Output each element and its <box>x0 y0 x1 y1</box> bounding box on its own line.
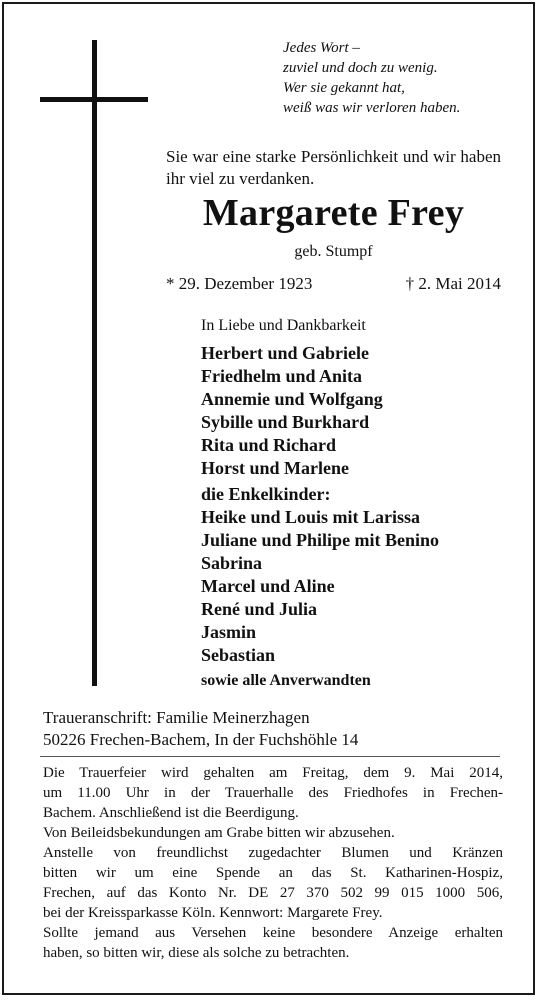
funeral-info <box>43 763 503 963</box>
grandchild-name: René und Julia <box>201 599 318 619</box>
poem-line: weiß was wir verloren haben. <box>283 100 461 116</box>
info-line: bitten wir um eine Spende an das St. Katharinen-Hospiz, <box>43 865 503 881</box>
mourners-closing: sowie alle Anverwandten <box>201 672 371 689</box>
mourners-list <box>201 316 521 691</box>
birth-name: geb. Stumpf <box>294 243 373 260</box>
poem-line: zuviel und doch zu wenig. <box>283 60 438 76</box>
info-line: Anstelle von freundlichst zugedachter Blumen und Kränzen <box>43 845 503 861</box>
mourner-name: Sybille und Burkhard <box>201 412 370 432</box>
info-line: haben, so bitten wir, diese als solche zu betrachten. <box>43 945 350 961</box>
info-line: Sollte jemand aus Versehen keine besondere Anzeige erhalten <box>43 925 503 941</box>
mourning-address <box>43 707 358 751</box>
mourner-name: Rita und Richard <box>201 435 337 455</box>
cross-horizontal-bar <box>40 97 148 102</box>
grandchildren-label: die Enkelkinder: <box>201 484 331 504</box>
mourner-name: Herbert und Gabriele <box>201 343 369 363</box>
birth-date: * 29. Dezember 1923 <box>166 274 313 293</box>
address-line: 50226 Frechen-Bachem, In der Fuchshöhle 14 <box>43 730 359 749</box>
poem-line: Wer sie gekannt hat, <box>283 80 405 96</box>
info-line: Von Beileidsbekundungen am Grabe bitten wir abzusehen. <box>43 825 395 841</box>
address-line: Traueranschrift: Familie Meinerzhagen <box>43 708 310 727</box>
mourners-lead: In Liebe und Dankbarkeit <box>201 317 366 334</box>
grandchild-name: Heike und Louis mit Larissa <box>201 507 421 527</box>
death-date: † 2. Mai 2014 <box>405 274 501 293</box>
info-line: Bachem. Anschließend ist die Beerdigung. <box>43 805 299 821</box>
mourner-name: Horst und Marlene <box>201 458 349 478</box>
poem-line: Jedes Wort – <box>283 40 360 56</box>
info-line: Die Trauerfeier wird gehalten am Freitag, dem 9. Mai 2014, <box>43 765 503 781</box>
cross-vertical-bar <box>92 40 97 686</box>
mourner-name: Friedhelm und Anita <box>201 366 363 386</box>
grandchild-name: Sabrina <box>201 553 263 573</box>
grandchild-name: Sebastian <box>201 645 276 665</box>
info-line: Frechen, auf das Konto Nr. DE 27 370 502 99 015 1000 506, <box>43 885 503 901</box>
mourner-name: Annemie und Wolfgang <box>201 389 383 409</box>
poem <box>283 38 523 118</box>
intro-text: Sie war eine starke Persönlichkeit und wir haben ihr viel zu verdanken. <box>166 147 501 188</box>
grandchild-name: Jasmin <box>201 622 257 642</box>
divider <box>40 756 500 757</box>
info-line: um 11.00 Uhr in der Trauerhalle des Friedhofes in Frechen- <box>43 785 503 801</box>
grandchild-name: Juliane und Philipe mit Benino <box>201 530 440 550</box>
grandchild-name: Marcel und Aline <box>201 576 335 596</box>
info-line: bei der Kreissparkasse Köln. Kennwort: Margarete Frey. <box>43 905 383 921</box>
deceased-name: Margarete Frey <box>202 192 465 234</box>
